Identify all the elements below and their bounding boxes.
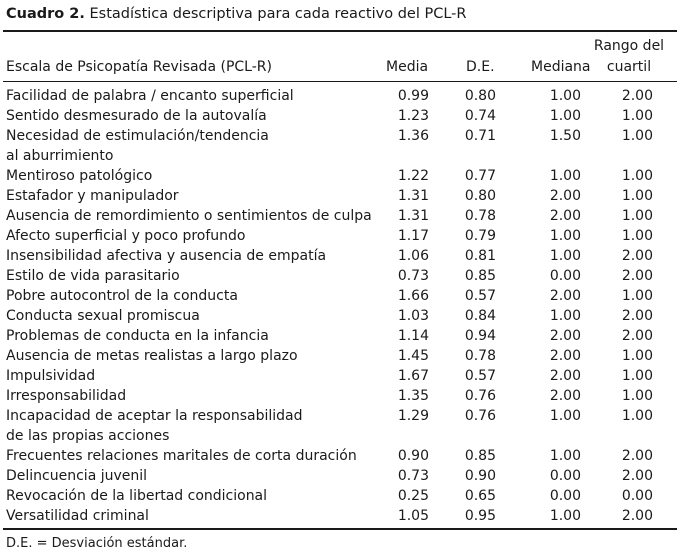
header-mediana: Mediana [531,59,591,75]
footnote: D.E. = Desviación estándar. [6,536,188,551]
row-item-name [6,406,376,446]
row-media: 1.45 [397,348,429,364]
row-rango: 2.00 [621,448,653,464]
bottom-rule [3,528,677,530]
row-item-name [6,386,376,406]
row-item-name [6,366,376,386]
row-mediana: 2.00 [549,388,581,404]
row-media: 1.31 [397,188,429,204]
row-mediana: 1.00 [549,408,581,424]
row-mediana: 0.00 [549,488,581,504]
table-row [0,306,681,326]
row-item-name-line1: Frecuentes relaciones maritales de corta duración [6,448,357,464]
row-item-name-line1: Delincuencia juvenil [6,468,148,484]
row-de: 0.94 [464,328,496,344]
row-item-name [6,266,376,286]
table-row [0,386,681,406]
row-rango: 1.00 [621,368,653,384]
row-item-name-line1: Sentido desmesurado de la autovalía [6,108,267,124]
row-mediana: 1.00 [549,308,581,324]
row-item-name [6,86,376,106]
row-item-name [6,486,376,506]
row-de: 0.57 [464,368,496,384]
row-item-name-line1: Irresponsabilidad [6,388,127,404]
row-item-name [6,446,376,466]
row-mediana: 2.00 [549,208,581,224]
row-item-name-line1: Revocación de la libertad condicional [6,488,268,504]
row-media: 1.67 [397,368,429,384]
row-rango: 1.00 [621,388,653,404]
row-de: 0.81 [464,248,496,264]
table-row [0,186,681,206]
table-row [0,506,681,526]
row-rango: 1.00 [621,108,653,124]
header-media: Media [386,59,429,75]
row-mediana: 1.00 [549,248,581,264]
row-de: 0.95 [464,508,496,524]
row-media: 1.03 [397,308,429,324]
row-mediana: 2.00 [549,348,581,364]
table-row [0,446,681,466]
row-rango: 1.00 [621,348,653,364]
row-media: 1.31 [397,208,429,224]
row-item-name-line1: Versatilidad criminal [6,508,149,524]
header-de: D.E. [466,59,495,75]
row-item-name [6,126,376,166]
table-row [0,266,681,286]
row-media: 1.17 [397,228,429,244]
row-item-name-line1: Ausencia de metas realistas a largo plazo [6,348,298,364]
table-row [0,366,681,386]
row-rango: 1.00 [621,408,653,424]
row-rango: 2.00 [621,468,653,484]
row-media: 1.36 [397,128,429,144]
row-item-name-line2: de las propias acciones [6,428,170,444]
row-de: 0.80 [464,188,496,204]
row-mediana: 0.00 [549,268,581,284]
row-item-name-line1: Mentiroso patológico [6,168,153,184]
row-item-name [6,186,376,206]
table-header [0,36,681,80]
row-mediana: 0.00 [549,468,581,484]
row-item-name [6,506,376,526]
row-item-name [6,166,376,186]
row-mediana: 2.00 [549,368,581,384]
row-item-name-line2: al aburrimiento [6,148,114,164]
row-de: 0.80 [464,88,496,104]
row-media: 0.90 [397,448,429,464]
table-row [0,286,681,306]
row-media: 1.06 [397,248,429,264]
row-item-name [6,346,376,366]
caption-text: Estadística descriptiva para cada reactivo del PCL-R [84,6,467,22]
row-item-name [6,306,376,326]
header-rango-line2: cuartil [606,59,652,75]
row-item-name-line1: Ausencia de remordimiento o sentimientos de culpa [6,208,372,224]
row-rango: 0.00 [621,488,653,504]
row-rango: 1.00 [621,188,653,204]
table-row [0,126,681,166]
row-mediana: 1.00 [549,108,581,124]
header-rango-line1: Rango del [593,38,665,54]
row-mediana: 1.00 [549,88,581,104]
row-mediana: 1.00 [549,508,581,524]
row-item-name [6,286,376,306]
table-row [0,466,681,486]
row-item-name-line1: Necesidad de estimulación/tendencia [6,128,269,144]
row-item-name [6,246,376,266]
row-rango: 1.00 [621,288,653,304]
row-de: 0.76 [464,408,496,424]
table-row [0,406,681,446]
row-rango: 2.00 [621,248,653,264]
row-item-name-line1: Estafador y manipulador [6,188,179,204]
header-rule [3,81,677,82]
row-mediana: 1.00 [549,228,581,244]
table-row [0,246,681,266]
row-de: 0.78 [464,348,496,364]
row-rango: 2.00 [621,268,653,284]
row-mediana: 2.00 [549,288,581,304]
table-row [0,206,681,226]
row-mediana: 1.50 [549,128,581,144]
header-rango [584,36,674,78]
table-caption [6,4,466,24]
row-item-name [6,466,376,486]
row-media: 1.22 [397,168,429,184]
row-de: 0.65 [464,488,496,504]
table-row [0,166,681,186]
table-row [0,486,681,506]
row-de: 0.85 [464,448,496,464]
row-de: 0.57 [464,288,496,304]
table-row [0,86,681,106]
row-rango: 2.00 [621,308,653,324]
row-de: 0.79 [464,228,496,244]
row-mediana: 2.00 [549,328,581,344]
row-rango: 1.00 [621,228,653,244]
row-de: 0.71 [464,128,496,144]
table-row [0,226,681,246]
row-de: 0.76 [464,388,496,404]
row-rango: 1.00 [621,128,653,144]
row-item-name [6,226,376,246]
row-de: 0.90 [464,468,496,484]
table-body [0,86,681,526]
row-item-name-line1: Facilidad de palabra / encanto superficial [6,88,294,104]
row-item-name-line1: Estilo de vida parasitario [6,268,180,284]
row-media: 1.35 [397,388,429,404]
row-item-name-line1: Afecto superficial y poco profundo [6,228,246,244]
row-rango: 2.00 [621,508,653,524]
row-rango: 2.00 [621,328,653,344]
row-media: 0.99 [397,88,429,104]
row-de: 0.84 [464,308,496,324]
row-item-name-line1: Problemas de conducta en la infancia [6,328,269,344]
row-media: 1.14 [397,328,429,344]
row-rango: 2.00 [621,88,653,104]
row-item-name [6,106,376,126]
row-item-name-line1: Pobre autocontrol de la conducta [6,288,238,304]
row-mediana: 2.00 [549,188,581,204]
row-item-name [6,206,376,226]
row-mediana: 1.00 [549,168,581,184]
row-rango: 1.00 [621,168,653,184]
row-de: 0.85 [464,268,496,284]
top-rule [3,30,677,32]
row-media: 0.25 [397,488,429,504]
header-scale: Escala de Psicopatía Revisada (PCL-R) [6,59,272,75]
row-item-name-line1: Incapacidad de aceptar la responsabilidad [6,408,303,424]
caption-label: Cuadro 2. [6,6,85,22]
row-media: 1.05 [397,508,429,524]
row-media: 1.66 [397,288,429,304]
table-row [0,346,681,366]
row-mediana: 1.00 [549,448,581,464]
row-item-name-line1: Conducta sexual promiscua [6,308,200,324]
row-de: 0.78 [464,208,496,224]
row-item-name-line1: Impulsividad [6,368,96,384]
row-media: 1.23 [397,108,429,124]
row-item-name-line1: Insensibilidad afectiva y ausencia de empatía [6,248,327,264]
row-item-name [6,326,376,346]
row-de: 0.77 [464,168,496,184]
table-row [0,106,681,126]
table-row [0,326,681,346]
row-rango: 1.00 [621,208,653,224]
row-media: 0.73 [397,468,429,484]
row-media: 0.73 [397,268,429,284]
row-media: 1.29 [397,408,429,424]
row-de: 0.74 [464,108,496,124]
